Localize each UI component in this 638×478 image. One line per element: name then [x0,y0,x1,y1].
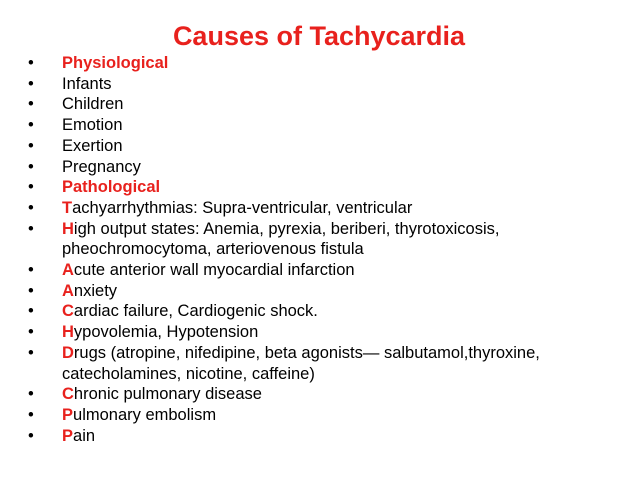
item-text: ypovolemia, Hypotension [73,323,259,342]
item-text: ain [73,426,96,445]
section-heading-pathological: Pathological [62,178,161,197]
item-initial: H [62,219,74,238]
bullet-icon: • [28,219,34,238]
item-text: Infants [62,74,112,93]
list-item [28,281,628,302]
item-text: Emotion [62,116,123,135]
item-text: achyarrhythmias: Supra-ventricular, ventricular [72,198,413,217]
bullet-icon: • [28,54,34,72]
item-initial: D [62,343,74,362]
list-item [28,136,628,157]
bullet-icon: • [28,302,34,321]
item-text: Pregnancy [62,157,141,176]
item-text: nxiety [73,281,118,300]
bullet-icon: • [28,261,34,280]
bullet-icon: • [28,95,34,114]
section-heading-physiological: Physiological [62,54,169,72]
list-item [28,405,628,426]
item-text: Children [62,95,124,114]
item-text: ardiac failure, Cardiogenic shock. [73,302,318,321]
bullet-icon: • [28,385,34,404]
bullet-icon: • [28,343,34,362]
item-text-continued: pheochromocytoma, arteriovenous fistula [62,240,364,259]
item-text: hronic pulmonary disease [73,385,262,404]
item-text-continued: catecholamines, nicotine, caffeine) [62,364,315,383]
item-text: igh output states: Anemia, pyrexia, beriberi, thyrotoxicosis, [73,219,500,238]
item-initial: A [62,261,74,280]
bullet-icon: • [28,136,34,155]
slide-title: Causes of Tachycardia [172,21,466,51]
item-initial: A [62,281,74,300]
bullet-icon: • [28,178,34,197]
item-initial: P [62,426,74,445]
list-item [28,177,628,198]
bullet-icon: • [28,198,34,217]
list-item [28,74,628,95]
list-item [28,53,628,74]
bullet-icon: • [28,323,34,342]
list-item [28,343,628,384]
list-item [28,301,628,322]
bullet-icon: • [28,405,34,424]
list-item [28,94,628,115]
list-item [28,260,628,281]
item-initial: C [62,302,74,321]
bullet-icon: • [28,426,34,445]
list-item [28,426,628,447]
bullet-icon: • [28,74,34,93]
bullet-icon: • [28,116,34,135]
list-item [28,198,628,219]
item-initial: P [62,405,74,424]
item-text: ulmonary embolism [73,405,217,424]
item-text: rugs (atropine, nifedipine, beta agonists— salbutamol,thyroxine, [73,343,540,362]
causes-list [28,53,628,446]
list-item [28,384,628,405]
list-item [28,157,628,178]
item-initial: T [62,198,73,217]
item-text: Exertion [62,136,123,155]
item-initial: C [62,385,74,404]
list-item [28,219,628,260]
item-initial: H [62,323,74,342]
bullet-icon: • [28,157,34,176]
bullet-icon: • [28,281,34,300]
list-item [28,322,628,343]
item-text: cute anterior wall myocardial infarction [73,261,355,280]
list-item [28,115,628,136]
